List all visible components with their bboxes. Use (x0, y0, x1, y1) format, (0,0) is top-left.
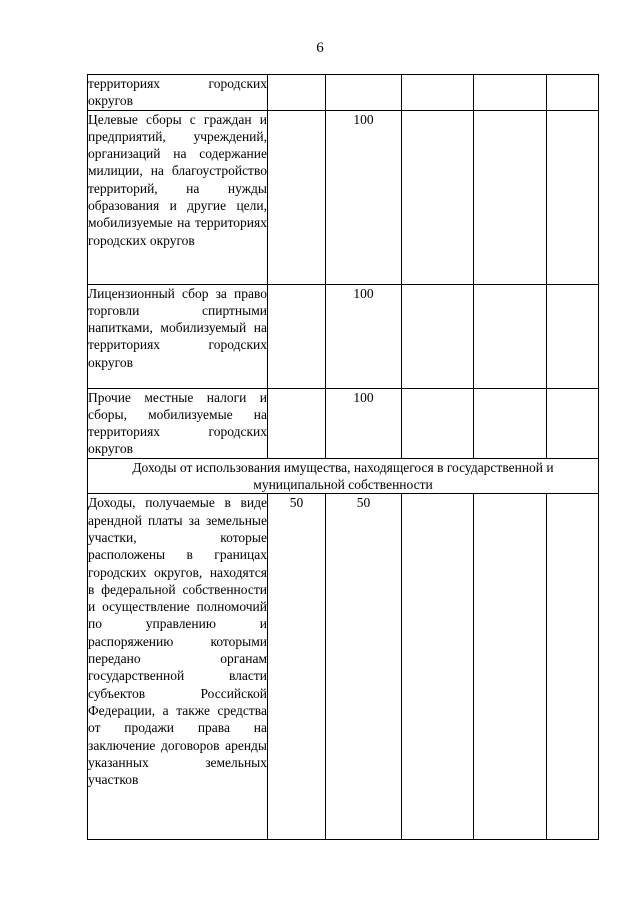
page-number: 6 (316, 40, 324, 56)
value-cell (474, 388, 547, 458)
table-row (88, 110, 599, 284)
table-row (88, 284, 599, 388)
value-cell: 100 (326, 284, 402, 388)
value-cell: 100 (326, 388, 402, 458)
section-title: Доходы от использования имущества, находящегося в государственной и муниципальной собственности (88, 458, 599, 494)
table-row (88, 388, 599, 458)
revenue-name-cell: Лицензионный сбор за право торговли спиртными напитками, мобилизуемый на территориях городских округов (88, 284, 268, 388)
value-cell (268, 388, 326, 458)
value-cell (268, 75, 326, 111)
value-cell (402, 388, 474, 458)
value-cell (402, 110, 474, 284)
value-cell (547, 494, 599, 840)
value-cell (474, 75, 547, 111)
value-cell (474, 110, 547, 284)
value-cell: 50 (326, 494, 402, 840)
value-cell (547, 284, 599, 388)
value-cell (268, 110, 326, 284)
revenue-name-cell: Целевые сборы с граждан и предприятий, учреждений, организаций на содержание милиции, на благоустройство территорий, на нужды образования и другие цели, мобилизуемые на территориях городских округов (88, 110, 268, 284)
value-cell (402, 284, 474, 388)
value-cell (402, 75, 474, 111)
value-cell: 50 (268, 494, 326, 840)
value-cell (474, 494, 547, 840)
value-cell (547, 110, 599, 284)
table-row (88, 494, 599, 840)
table-row (88, 75, 599, 111)
value-cell: 100 (326, 110, 402, 284)
value-cell (547, 75, 599, 111)
revenue-name-cell: Доходы, получаемые в виде арендной платы за земельные участки, которые расположены в границах городских округов, находятся в федеральной собственности и осуществление полномочий по управлению и распоряжению которыми передано органам государственной власти субъектов Российской Федерации, а также средства от продажи права на заключение договоров аренды указанных земельных участков (88, 494, 268, 840)
value-cell (402, 494, 474, 840)
revenue-name-cell: Прочие местные налоги и сборы, мобилизуемые на территориях городских округов (88, 389, 267, 457)
section-header-row (88, 458, 599, 494)
revenue-name-cell: территориях городских округов (88, 76, 267, 109)
revenue-distribution-table (87, 74, 599, 840)
value-cell (326, 75, 402, 111)
value-cell (547, 388, 599, 458)
value-cell (268, 284, 326, 388)
value-cell (474, 284, 547, 388)
